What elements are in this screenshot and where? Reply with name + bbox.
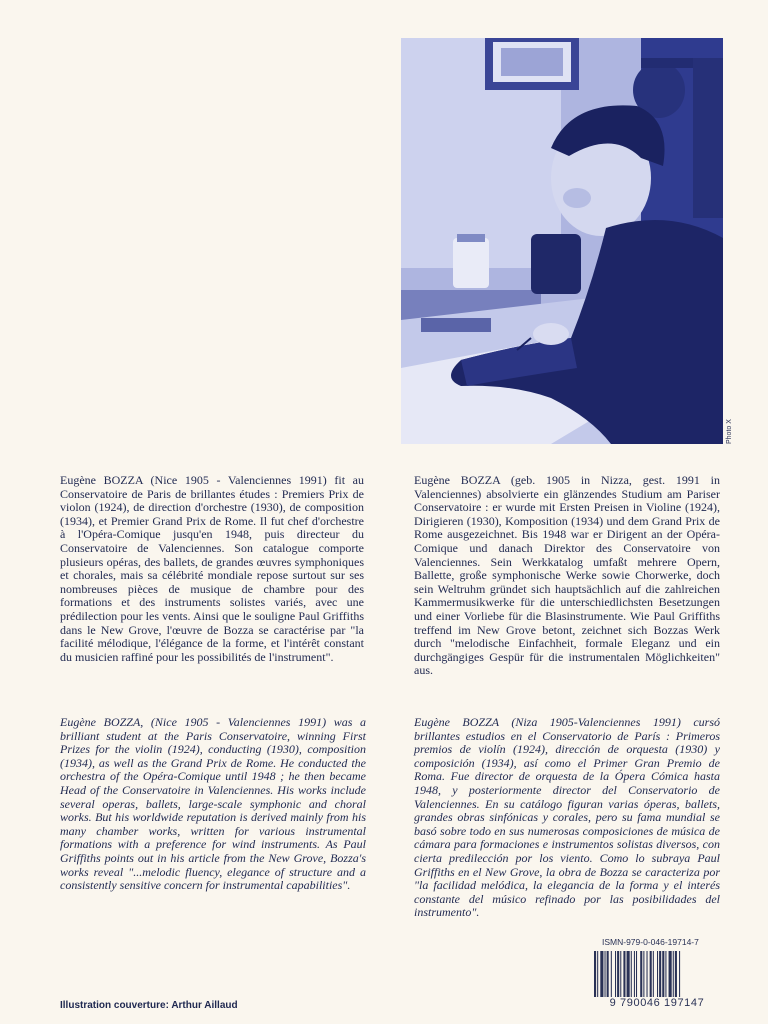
barcode-bar bbox=[607, 951, 609, 999]
barcode-bar bbox=[600, 951, 603, 999]
barcode-bar bbox=[653, 951, 654, 999]
barcode-bar bbox=[597, 951, 598, 999]
photo-credit: Photo X bbox=[726, 419, 733, 444]
barcode-bar bbox=[643, 951, 644, 999]
barcode-bar bbox=[611, 951, 612, 999]
ismn-number: ISMN-979-0-046-19714-7 bbox=[602, 937, 699, 947]
barcode-bar bbox=[631, 951, 632, 999]
barcode-bar bbox=[650, 951, 652, 999]
barcode-bar bbox=[617, 951, 619, 999]
barcode-bar bbox=[673, 951, 674, 999]
barcode-bar bbox=[659, 951, 661, 999]
barcode-bar bbox=[634, 951, 635, 999]
barcode-bar bbox=[623, 951, 625, 999]
barcode-bar bbox=[640, 951, 642, 999]
barcode-bar bbox=[605, 951, 606, 999]
bio-english: Eugène BOZZA, (Nice 1905 - Valenciennes 1991) was a brilliant student at the Paris Conservatoire, winning First Prizes for the violin (1924), conducting (1930), composition (1934), as well as the Grand Prix de Rome. He conducted the orchestra of the Opéra-Comique until 1948 ; he then became Head of the Conservatoire in Valenciennes. His works include several operas, ballets, large-scale symphonic and choral works. But his worldwide reputation is derived mainly from his many chamber works, written for various instrumental formations with a preference for wind instruments. As Paul Griffiths points out in his article from the New Grove, Bozza's works reveal "...melodic fluency, elegance of structure and a consistently sensitive concern for instrumental capabilities". bbox=[60, 715, 366, 893]
barcode-number: 9 790046 197147 bbox=[592, 997, 722, 1013]
barcode-bar bbox=[669, 951, 672, 999]
barcode-bar bbox=[627, 951, 630, 999]
barcode-bar bbox=[675, 951, 677, 999]
bio-german: Eugène BOZZA (geb. 1905 in Nizza, gest. 1991 in Valenciennes) absolvierte ein glänzendes Studium am Pariser Conservatoire : er wurde mit Ersten Preisen in Violine (1924), Dirigieren (1930), Komposition (1934) und dem Grand Prix de Rome ausgezeichnet. Bis 1948 war er Dirigent an der Opéra-Comique und danach Direktor des Conservatoire von Valenciennes. Sein Werkkatalog umfaßt mehrere Opern, Ballette, große symphonische Werke sowie Chorwerke, doch sein Weltruhm gründet sich hauptsächlich auf die zahlreichen Kammermusikwerke für die unterschiedlichsten Besetzungen und einer Vorliebe für die Blasinstrumente. Wie Paul Griffiths treffend im New Grove betont, zeichnet sich Bozzas Werk durch "melodische Einfachheit, formale Eleganz und ein durchgängiges Gespür für die instrumentalen Möglichkeiten" aus. bbox=[414, 473, 720, 678]
barcode-bar bbox=[679, 951, 680, 999]
barcode-bar bbox=[662, 951, 664, 999]
barcode-bar bbox=[665, 951, 666, 999]
barcode-bar bbox=[657, 951, 658, 999]
bio-french: Eugène BOZZA (Nice 1905 - Valenciennes 1991) fit au Conservatoire de Paris de brillantes études : Premiers Prix de violon (1924), de direction d'orchestre (1930), de composition (1934), et Premier Grand Prix de Rome. Il fut chef d'orchestre à l'Opéra-Comique jusqu'en 1948, puis directeur du Conservatoire de Valenciennes. Son catalogue comporte plusieurs opéras, des ballets, de grandes œuvres symphoniques et chorales, mais sa célébrité mondiale repose surtout sur ses nombreuses pièces de musique de chambre pour des formations et des instruments solistes variés, avec une prédilection pour les vents. Ainsi que le souligne Paul Griffiths dans le New Grove, l'œuvre de Bozza se caractérise par "la facilité mélodique, l'élégance de la forme, et l'intérêt constant du musicien raffiné pour les possibilités de l'instrument". bbox=[60, 473, 364, 664]
barcode-bar bbox=[636, 951, 637, 999]
barcode-bar bbox=[647, 951, 648, 999]
barcode-bar bbox=[620, 951, 621, 999]
composer-photo bbox=[401, 38, 723, 444]
barcode-bar bbox=[594, 951, 596, 999]
bio-spanish: Eugène BOZZA (Niza 1905-Valenciennes 1991) cursó brillantes estudios en el Conservatorio de París : Primeros premios de violín (1924), dirección de orquesta (1930) y composición (1934), así como el Primer Gran Premio de Roma. Fue director de orquesta de la Ópera Cómica hasta 1948, y posteriormente director del Conservatorio de Valenciennes. En su catálogo figuran varias óperas, ballets, grandes obras sinfónicas y corales, pero su fama mundial se basó sobre todo en sus numerosas composiciones de música de cámara para formaciones e instrumentos solistas diversos, con cierta predilección por los viento. Como lo subraya Paul Griffiths en el New Grove, la obra de Bozza se caracteriza por "la facilidad melódica, la elegancia de la forma y el interés constante del músico refinado por las posibilidades del instrumento". bbox=[414, 715, 720, 920]
cover-illustration-credit: Illustration couverture: Arthur Aillaud bbox=[60, 1000, 238, 1011]
barcode-bar bbox=[615, 951, 616, 999]
barcode bbox=[592, 951, 722, 1015]
